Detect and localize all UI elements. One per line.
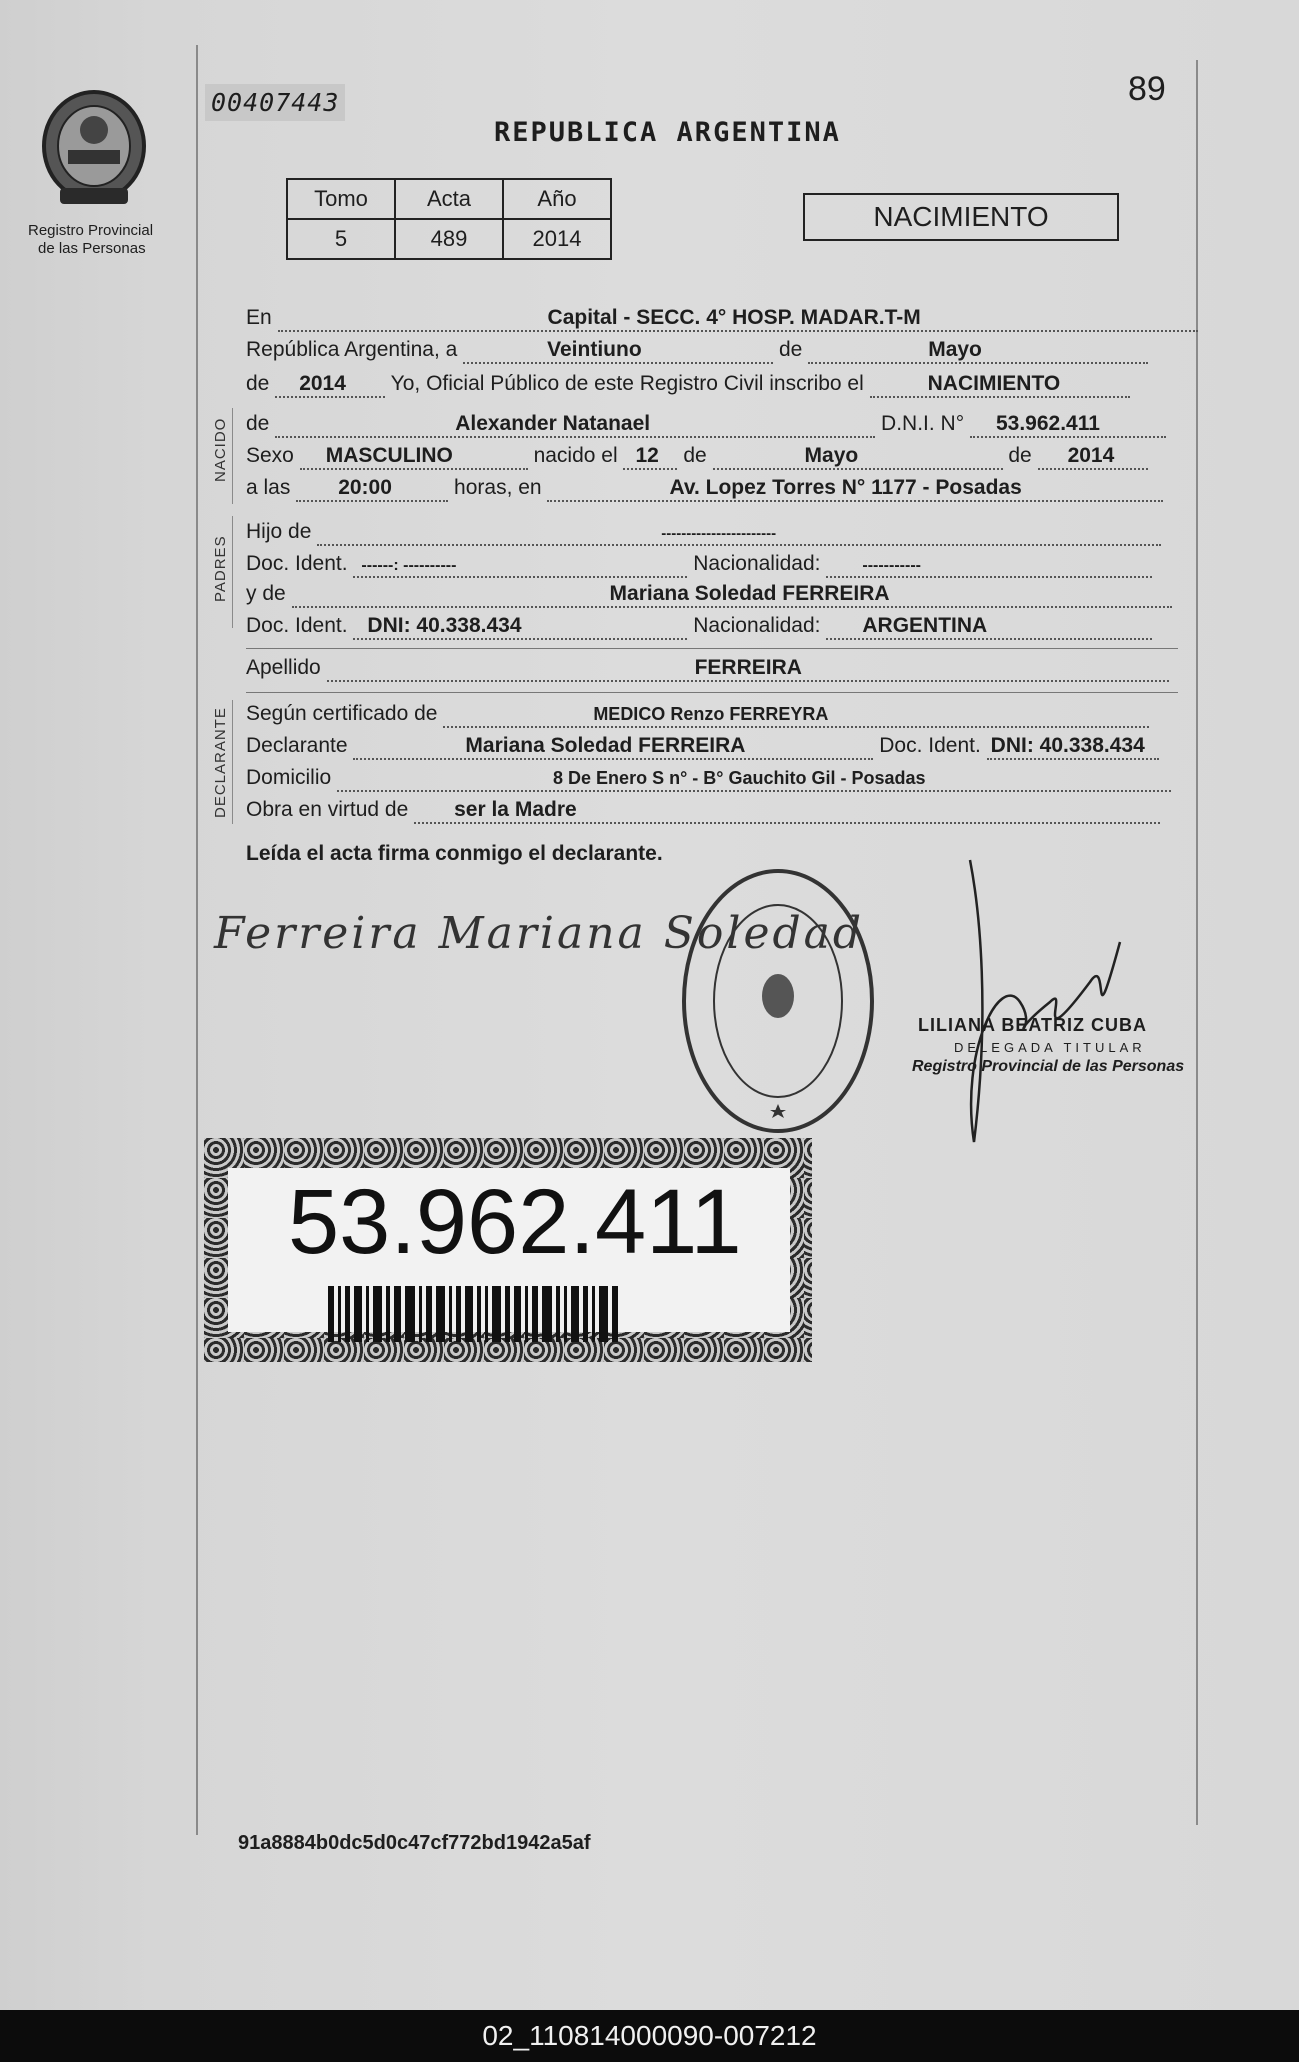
line-en bbox=[246, 306, 1198, 332]
label-doc-padre: Doc. Ident. bbox=[246, 552, 348, 575]
official-signature-icon bbox=[940, 852, 1140, 1152]
apellido-bottom-rule bbox=[246, 692, 1178, 693]
value-anio-nacimiento: 2014 bbox=[1067, 444, 1115, 467]
value-doc-padre: ------: ---------- bbox=[361, 557, 457, 574]
table-header-tomo: Tomo bbox=[287, 179, 395, 219]
line-nacido-sexo bbox=[246, 444, 1148, 470]
act-type-box: NACIMIENTO bbox=[803, 193, 1119, 241]
page-number: 89 bbox=[1128, 70, 1166, 108]
value-dia-letras: Veintiuno bbox=[547, 338, 642, 361]
line-yo bbox=[246, 372, 1130, 398]
official-signature bbox=[940, 852, 1140, 1152]
label-en: En bbox=[246, 306, 272, 329]
value-doc-madre: DNI: 40.338.434 bbox=[367, 614, 522, 637]
value-sexo: MASCULINO bbox=[325, 444, 453, 467]
misiones-seal-icon bbox=[38, 88, 150, 212]
label-doc-declarante: Doc. Ident. bbox=[879, 734, 981, 757]
line-nacido-nombre bbox=[246, 412, 1166, 438]
barcode-number: 53.962.411 bbox=[288, 1171, 742, 1273]
label-de-anio-nac: de bbox=[1008, 444, 1032, 467]
document-hash: 91a8884b0dc5d0c47cf772bd1942a5af bbox=[238, 1832, 591, 1854]
label-horas-en: horas, en bbox=[454, 476, 542, 499]
line-declarante bbox=[246, 734, 1159, 760]
value-certificado: MEDICO Renzo FERREYRA bbox=[593, 704, 829, 724]
value-mes: Mayo bbox=[928, 338, 982, 361]
scan-file-id-bar: 02_110814000090-007212 bbox=[0, 2010, 1299, 2062]
value-inscribo: NACIMIENTO bbox=[927, 372, 1061, 395]
value-lugar-nacimiento: Av. Lopez Torres N° 1177 - Posadas bbox=[669, 476, 1022, 499]
nacido-section-label: NACIDO bbox=[212, 417, 229, 482]
label-de-mes: de bbox=[683, 444, 707, 467]
table-value-tomo: 5 bbox=[287, 219, 395, 259]
label-nac-padre: Nacionalidad: bbox=[693, 552, 821, 575]
label-declarante: Declarante bbox=[246, 734, 348, 757]
label-a-las: a las bbox=[246, 476, 291, 499]
value-obra: ser la Madre bbox=[454, 798, 577, 821]
value-domicilio: 8 De Enero S n° - B° Gauchito Gil - Posadas bbox=[553, 768, 926, 788]
label-apellido: Apellido bbox=[246, 656, 321, 679]
label-nac-madre: Nacionalidad: bbox=[693, 614, 821, 637]
label-de: de bbox=[779, 338, 803, 361]
barcode-bars bbox=[328, 1286, 698, 1342]
dni-barcode-label bbox=[204, 1138, 812, 1362]
value-dni-nacido: 53.962.411 bbox=[995, 412, 1100, 435]
label-yo-text: Yo, Oficial Público de este Registro Civil inscribo el bbox=[390, 372, 864, 395]
label-y-de: y de bbox=[246, 582, 286, 605]
line-republica bbox=[246, 338, 1148, 364]
line-certificado bbox=[246, 702, 1149, 728]
value-apellido: FERREIRA bbox=[694, 656, 802, 679]
label-de-nombre: de bbox=[246, 412, 270, 435]
registry-stamp-icon bbox=[680, 866, 876, 1136]
label-dni: D.N.I. N° bbox=[881, 412, 965, 435]
value-dia-nacimiento: 12 bbox=[635, 444, 659, 467]
value-hora: 20:00 bbox=[338, 476, 392, 499]
value-nac-madre: ARGENTINA bbox=[862, 614, 988, 637]
table-header-anio: Año bbox=[503, 179, 611, 219]
label-sexo: Sexo bbox=[246, 444, 294, 467]
line-y-de bbox=[246, 582, 1172, 608]
label-domicilio: Domicilio bbox=[246, 766, 332, 789]
line-padre-doc bbox=[246, 552, 1152, 578]
padres-bottom-rule bbox=[246, 648, 1178, 649]
line-domicilio bbox=[246, 766, 1171, 792]
logo-caption-line-1: Registro Provincial bbox=[28, 222, 154, 239]
table-value-anio: 2014 bbox=[503, 219, 611, 259]
line-hijo-de bbox=[246, 520, 1161, 546]
line-apellido bbox=[246, 656, 1169, 682]
official-name: LILIANA BEATRIZ CUBA bbox=[918, 1015, 1147, 1035]
line-madre-doc bbox=[246, 614, 1152, 640]
declarante-section-rule bbox=[232, 700, 233, 824]
table-value-acta: 489 bbox=[395, 219, 503, 259]
label-obra: Obra en virtud de bbox=[246, 798, 409, 821]
nacido-section-rule bbox=[232, 408, 233, 504]
table-header-acta: Acta bbox=[395, 179, 503, 219]
label-certificado: Según certificado de bbox=[246, 702, 438, 725]
label-hijo-de: Hijo de bbox=[246, 520, 312, 543]
closing-statement: Leída el acta firma conmigo el declarante. bbox=[246, 842, 663, 865]
label-doc-madre: Doc. Ident. bbox=[246, 614, 348, 637]
value-madre: Mariana Soledad FERREIRA bbox=[609, 582, 890, 605]
document-title: REPUBLICA ARGENTINA bbox=[494, 117, 841, 148]
left-margin-rule bbox=[196, 45, 198, 1835]
label-nacido-el: nacido el bbox=[533, 444, 618, 467]
value-anio: 2014 bbox=[299, 372, 346, 395]
value-en-place: Capital - SECC. 4° HOSP. MADAR.T-M bbox=[547, 306, 921, 329]
label-de-anio: de bbox=[246, 372, 270, 395]
value-doc-declarante: DNI: 40.338.434 bbox=[990, 734, 1145, 757]
padres-section-rule bbox=[232, 516, 233, 628]
logo-caption-line-2: de las Personas bbox=[38, 240, 146, 257]
official-role: DELEGADA TITULAR bbox=[954, 1040, 1146, 1055]
value-mes-nacimiento: Mayo bbox=[804, 444, 859, 467]
line-nacido-hora bbox=[246, 476, 1163, 502]
line-obra bbox=[246, 798, 1160, 824]
padres-section-label: PADRES bbox=[212, 535, 229, 602]
value-nac-padre: ----------- bbox=[862, 557, 921, 574]
official-stamp bbox=[680, 866, 876, 1136]
value-nombre-nacido: Alexander Natanael bbox=[455, 412, 651, 435]
declarante-section-label: DECLARANTE bbox=[212, 707, 229, 818]
province-seal-logo bbox=[38, 88, 150, 212]
official-organization: Registro Provincial de las Personas bbox=[912, 1058, 1185, 1075]
label-republica: República Argentina, a bbox=[246, 338, 458, 361]
document-serial-number: 00407443 bbox=[205, 84, 345, 121]
declarant-signature: Ferreira Mariana Soledad bbox=[214, 908, 865, 959]
value-padre: ----------------------- bbox=[661, 525, 777, 542]
value-declarante: Mariana Soledad FERREIRA bbox=[465, 734, 746, 757]
register-reference-table bbox=[286, 178, 612, 260]
